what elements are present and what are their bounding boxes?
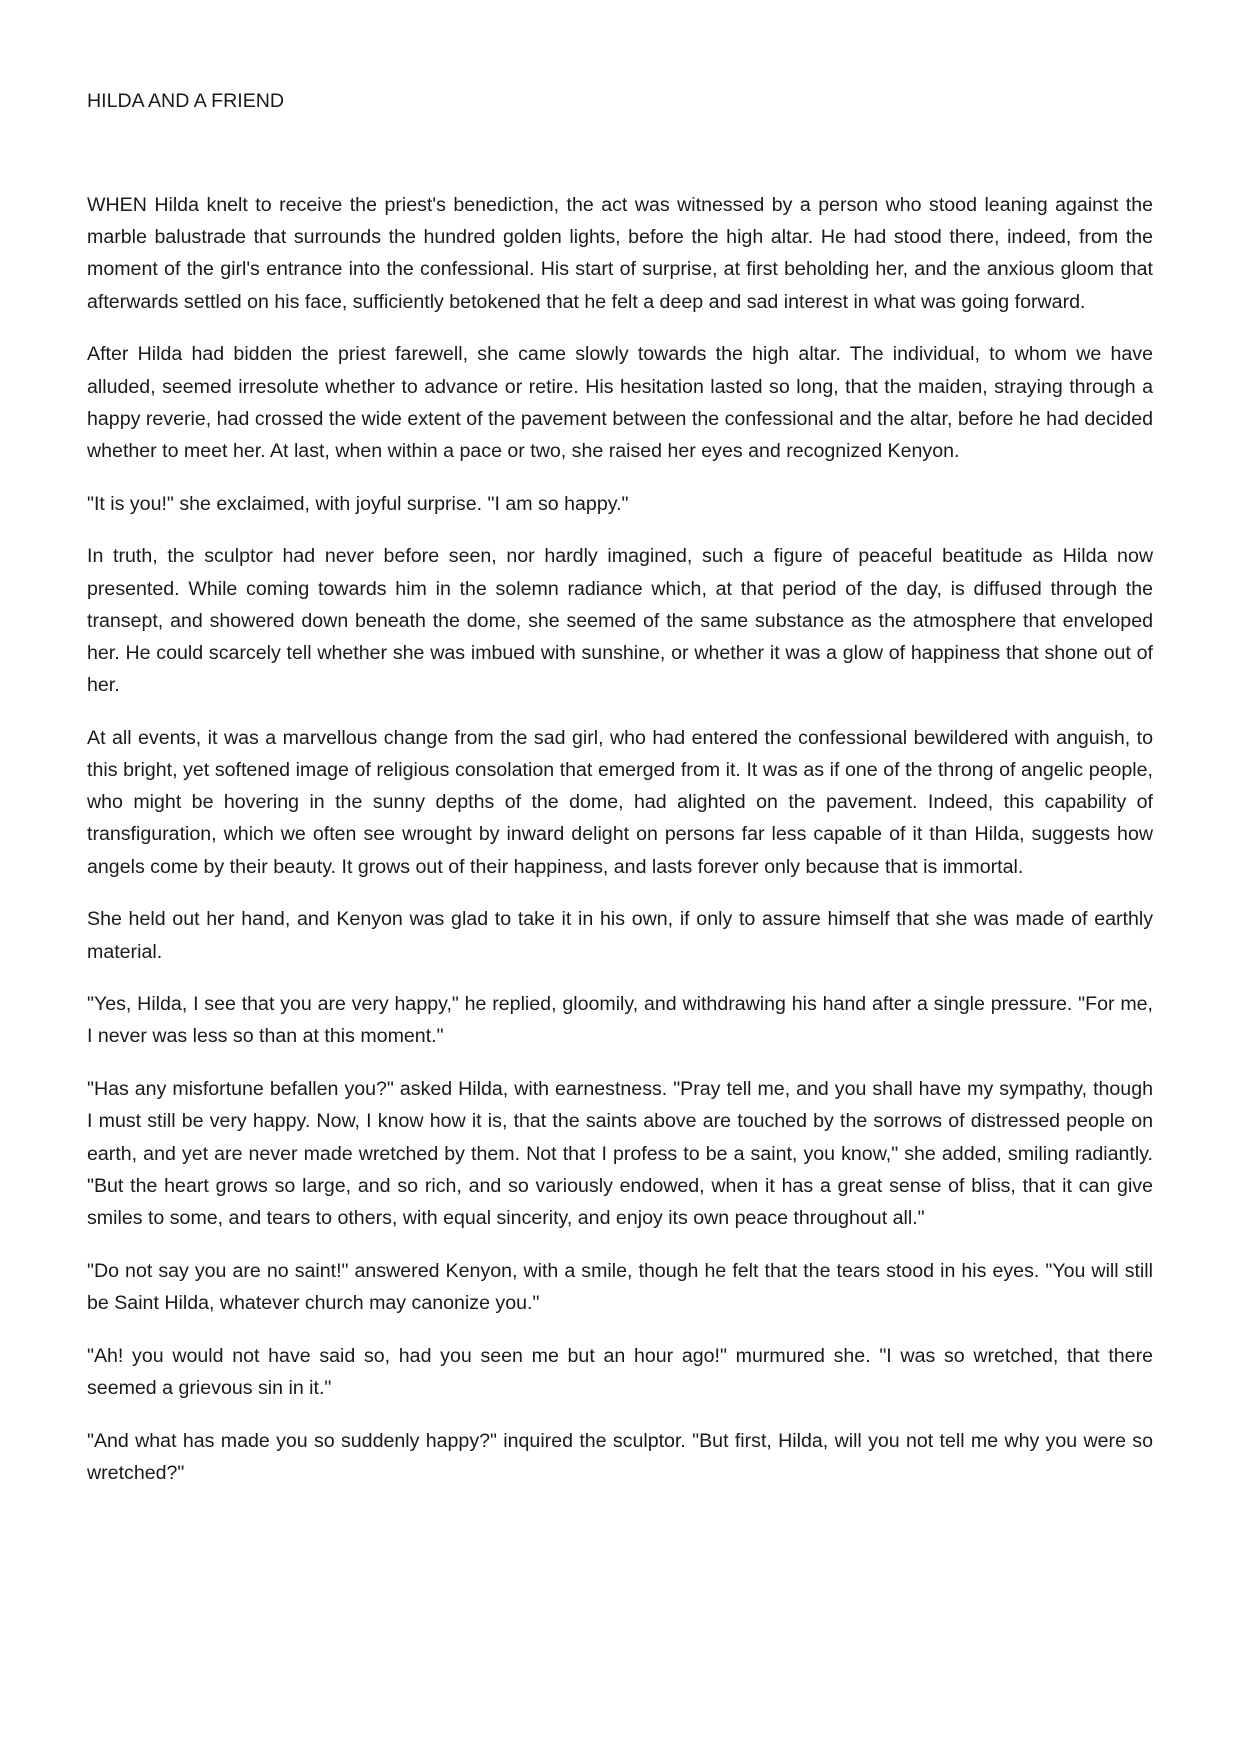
paragraph: In truth, the sculptor had never before seen, nor hardly imagined, such a figure of peaceful beatitude as Hilda now presented. While coming towards him in the solemn radiance which, at that period of the day, is diffused through the transept, and showered down beneath the dome, she seemed of the same substance as the atmosphere that enveloped her. He could scarcely tell whether she was imbued with sunshine, or whether it was a glow of happiness that shone out of her. (87, 545, 1153, 697)
paragraph: She held out her hand, and Kenyon was glad to take it in his own, if only to assure himself that she was made of earthly material. (87, 908, 1153, 963)
chapter-body (87, 189, 1153, 1509)
paragraph: At all events, it was a marvellous change from the sad girl, who had entered the confessional bewildered with anguish, to this bright, yet softened image of religious consolation that emerged from it. It was as if one of the throng of angelic people, who might be hovering in the sunny depths of the dome, had alighted on the pavement. Indeed, this capability of transfiguration, which we often see wrought by inward delight on persons far less capable of it than Hilda, suggests how angels come by their beauty. It grows out of their happiness, and lasts forever only because that is immortal. (87, 726, 1153, 878)
paragraph: "It is you!" she exclaimed, with joyful surprise. "I am so happy." (87, 492, 629, 515)
paragraph: After Hilda had bidden the priest farewell, she came slowly towards the high altar. The individual, to whom we have alluded, seemed irresolute whether to advance or retire. His hesitation lasted so long, that the maiden, straying through a happy reverie, had crossed the wide extent of the pavement between the confessional and the altar, before he had decided whether to meet her. At last, when within a pace or two, she raised her eyes and recognized Kenyon. (87, 343, 1153, 462)
paragraph: "Yes, Hilda, I see that you are very happy," he replied, gloomily, and withdrawing his hand after a single pressure. "For me, I never was less so than at this moment." (87, 993, 1153, 1048)
chapter-title: HILDA AND A FRIEND (87, 90, 285, 112)
paragraph: "Do not say you are no saint!" answered Kenyon, with a smile, though he felt that the tears stood in his eyes. "You will still be Saint Hilda, whatever church may canonize you." (87, 1259, 1153, 1314)
paragraph: "Ah! you would not have said so, had you seen me but an hour ago!" murmured she. "I was so wretched, that there seemed a grievous sin in it." (87, 1344, 1153, 1399)
paragraph: WHEN Hilda knelt to receive the priest's benediction, the act was witnessed by a person who stood leaning against the marble balustrade that surrounds the hundred golden lights, before the high altar. He had stood there, indeed, from the moment of the girl's entrance into the confessional. His start of surprise, at first beholding her, and the anxious gloom that afterwards settled on his face, sufficiently betokened that he felt a deep and sad interest in what was going forward. (87, 194, 1153, 313)
paragraph: "And what has made you so suddenly happy?" inquired the sculptor. "But first, Hilda, will you not tell me why you were so wretched?" (87, 1429, 1153, 1484)
paragraph: "Has any misfortune befallen you?" asked Hilda, with earnestness. "Pray tell me, and you shall have my sympathy, though I must still be very happy. Now, I know how it is, that the saints above are touched by the sorrows of distressed people on earth, and yet are never made wretched by them. Not that I profess to be a saint, you know," she added, smiling radiantly. "But the heart grows so large, and so rich, and so variously endowed, when it has a great sense of bliss, that it can give smiles to some, and tears to others, with equal sincerity, and enjoy its own peace throughout all." (87, 1078, 1153, 1229)
